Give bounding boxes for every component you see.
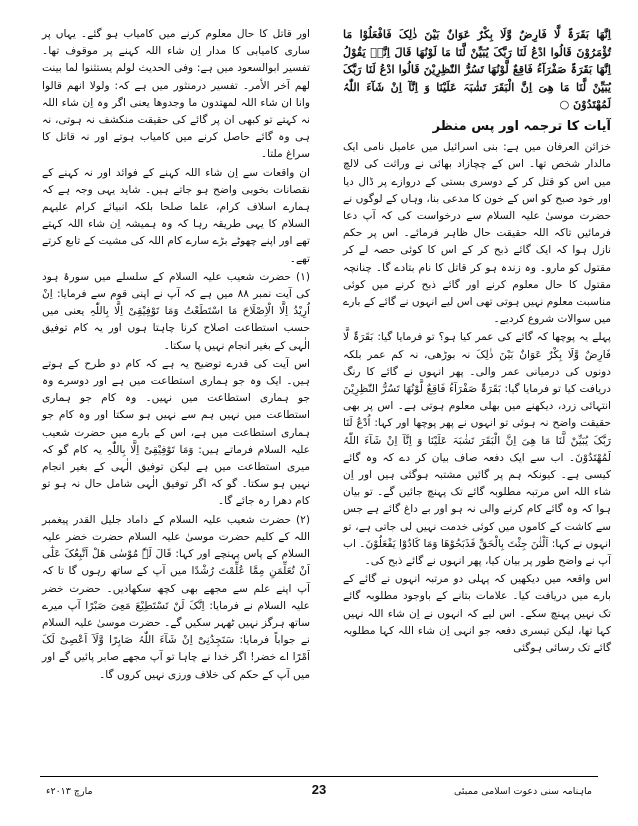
section-heading: آیات کا ترجمہ اور پس منظر <box>432 118 611 134</box>
left-column <box>42 26 310 685</box>
paragraph: ان واقعات سے اِن شاء اللہ کہنے کے فوائد اور نہ کہنے کے نقصانات بخوبی واضح ہو جاتے ہیں۔ شاید یہی وجہ ہے کہ ہمارے اسلاف کرام، علما صلحا بلکہ انبیائے کرام علیہم السلام کا یہی طریقہ رہا کہ وہ ہمیشہ اِن شاء اللہ کہتے تھے اور اپنے چھوٹے بڑے سارے کام اللہ کی مشیت کے تابع کرتے تھے۔ <box>42 166 310 265</box>
paragraph: (۲) حضرت شعیب علیہ السلام کے داماد جلیل القدر پیغمبر اللہ کے کلیم حضرت موسیٰ علیہ السلام حضرت خضر علیہ السلام کے پاس پہنچے اور کہا: قَالَ لَہٗ مُوْسٰی ھَلْ اَتَّبِعُکَ عَلٰٓی اَنْ تُعَلِّمَنِ مِمَّا عُلِّمْتَ رُشْدًا میں آپ کے ساتھ رہوں گا تا کہ آپ اپنے علم سے مجھے بھی کچھ سکھادیں۔ حضرت خضر علیہ السلام نے فرمایا: اِنَّکَ لَنْ تَسْتَطِیْعَ مَعِیَ صَبْرًا آپ میرے ساتھ ہرگز نہیں ٹھہر سکیں گے۔ حضرت موسیٰ علیہ السلام نے جواباً فرمایا: سَتَجِدُنِیْٓ اِنْ شَآءَ اللّٰہُ صَابِرًا وَّلَآ اَعْصِیْ لَکَ اَمْرًا اے خضر! اگر خدا نے چاہا تو آپ مجھے صابر پائیں گے اور میں آپ کے حکم کی خلاف ورزی نہیں کروں گا۔ <box>42 513 310 681</box>
issue-date: مارچ ۲۰۱۳ء <box>46 786 93 797</box>
footer-divider <box>40 776 598 777</box>
paragraph: (۱) حضرت شعیب علیہ السلام کے سلسلے میں سورۂ ہود کی آیت نمبر ۸۸ میں ہے کہ آپ نے اپنی قوم سے فرمایا: اِنْ اُرِیْدُ اِلَّا الْاِصْلَاحَ مَا اسْتَطَعْتُ وَمَا تَوْفِیْقِیْ اِلَّا بِاللّٰہِ یعنی میں حسب استطاعت اصلاح کرنا چاہتا ہوں اور یہ کام توفیق الٰہی کے بغیر انجام نہیں پا سکتا۔ <box>42 270 310 352</box>
page-number: 23 <box>311 782 327 797</box>
right-column <box>343 26 611 658</box>
paragraph: اس واقعہ میں دیکھیں کہ پہلی دو مرتبہ انہوں نے گائے کے بارے میں دریافت کیا۔ علامات بتانے کے باوجود مطلوبہ گائے تک نہیں پہنچ سکے۔ اس لیے کہ انہوں نے اِن شاء اللہ نہیں کہا تھا، لیکن تیسری دفعہ جو انہی اِن شاء اللہ کہا مطلوبہ گائے تک رسائی ہوگئی <box>343 573 611 655</box>
paragraph: خزائن العرفان میں ہے: بنی اسرائیل میں عامیل نامی ایک مالدار شخص تھا۔ اس کے چچازاد بھائی نے وراثت کی لالچ میں اس کو قتل کر کے دوسری بستی کے دروازے پر ڈال دیا اور خود صبح کو اس کے خون کا مدعی بنا، وہاں کے لوگوں نے حضرت موسیٰ علیہ السلام سے درخواست کی کہ آپ دعا فرمائیں تاکہ اللہ حقیقت حال ظاہر فرمائے۔ اس پر حکم نازل ہوا کہ ایک گائے ذبح کر کے اس کا کوئی حصہ لے کر مقتول کو مارو۔ وہ زندہ ہو کر قاتل کا نام بتادے گا۔ چنانچہ مقتول کا حال معلوم کرنے اور گائے ذبح کرنے میں کوئی مناسبت معلوم نہیں ہوتی تھی اس لیے انہوں نے گائے کے بارے میں سوالات شروع کردیے۔ <box>343 141 611 326</box>
paragraph: اس آیت کی قدرے توضیح یہ ہے کہ کام دو طرح کے ہوتے ہیں۔ ایک وہ جو ہماری استطاعت میں ہے اور دوسرے وہ جو ہماری استطاعت میں نہیں۔ وہ کام جو ہماری استطاعت میں نہیں ہم سے نہیں ہو سکتا اور وہ کام جو ہماری استطاعت میں ہے، اس کے بارے میں حضرت شعیب علیہ السلام فرماتے ہیں: وَمَا تَوْفِیْقِیْ اِلَّا بِاللّٰہِ یہ کام گو کہ میری استطاعت میں ہے لیکن توفیق الٰہی کے بغیر انجام نہیں ہو سکتا۔ گو کہ اگر توفیق الٰہی شامل حال نہ ہو تو کام دھرا رہ جائے گا۔ <box>42 357 310 508</box>
paragraph: اور قاتل کا حال معلوم کرنے میں کامیاب ہو گئے۔ یہاں پر ساری کامیابی کا مدار اِن شاء اللہ کہنے پر موقوف تھا۔ تفسیر ابوالسعود میں ہے: وفی الحدیث لولم یستثنوا لما بینت لھم آخر الأمر۔ تفسیر درمنثور میں ہے کہ: ولولا انھم قالوا وانا ان شاء اللہ لمھتدون ما وجدوھا یعنی اگر وہ اِن شاء اللہ نہ کہتے تو کبھی ان پر گائے کی حقیقت منکشف نہ ہوتی، نہ ہی وہ گائے حاصل کرنے میں کامیاب ہوتے اور نہ قاتل کا سراغ ملتا۔ <box>42 28 310 161</box>
page-footer <box>40 776 598 797</box>
magazine-name: ماہنامہ سنی دعوت اسلامی ممبئی <box>453 786 592 797</box>
paragraph: پہلے یہ پوچھا کہ گائے کی عمر کیا ہو؟ تو فرمایا گیا: بَقَرَۃٌ لَّا فَارِضٌ وَّلَا بِکْرٌ عَوَانٌ بَیْنَ ذٰلِکَ نہ بوڑھی، نہ کم عمر بلکہ دونوں کی درمیانی عمر والی۔ پھر انہوں نے گائے کا رنگ دریافت کیا تو فرمایا گیا: بَقَرَۃٌ صَفْرَآءُ فَاقِعٌ لَّوْنُھَا تَسُرُّ النّٰظِرِیْنَ انتہائی زرد، دیکھنے میں بھلی معلوم ہوتی ہے۔ اس پر بھی حقیقت واضح نہ ہوئی تو انہوں نے پھر پوچھا اور کہا: اُدْعُ لَنَا رَبَّکَ یُبَیِّنْ لَّنَا مَا ھِیَ اِنَّ الْبَقَرَ تَشٰبَہَ عَلَیْنَا وَ اِنَّآ اِنْ شَآءَ اللّٰہُ لَمُھْتَدُوْنَ۔ اب سے ایک دفعہ صاف بیان کر دے کہ وہ گائے کیسی ہے۔ کیونکہ ہم پر گائیں مشتبہ ہوگئی ہیں اور اِن شاء اللہ اس مرتبہ مطلوبہ گائے تک پہنچ جائیں گے۔ تو بیان ہوا کہ وہ گائے کام کرنے والی نہ ہو اور بے داغ گائے ہے جس سے کاشت کے کاموں میں کوئی خدمت نہیں لی جاتی ہے، تو انہوں نے کہا: اَلْئٰنَ جِئْتَ بِالْحَقِّ فَذَبَحُوْھَا وَمَا کَادُوْا یَفْعَلُوْنَ۔ اب آپ نے واضح طور پر بیان کیا، پھر انہوں نے گائے ذبح کی۔ <box>343 331 611 568</box>
quran-verse: اِنَّھَا بَقَرَۃٌ لَّا فَارِضٌ وَّلَا بِکْرٌ عَوَانٌ بَیْنَ ذٰلِکَ فَافْعَلُوْا مَا تُؤْمَرُوْنَ قَالُوا ادْعُ لَنَا رَبَّکَ یُبَیِّنْ لَّنَا مَا لَوْنُھَا قَالَ اِنَّہٗ یَقُوْلُ اِنَّھَا بَقَرَۃٌ صَفْرَآءُ فَاقِعٌ لَّوْنُھَا تَسُرُّ النّٰظِرِیْنَ قَالُوا ادْعُ لَنَا رَبَّکَ یُبَیِّنْ لَّنَا مَا ھِیَ اِنَّ الْبَقَرَ تَشٰبَہَ عَلَیْنَا وَ اِنَّآ اِنْ شَآءَ اللّٰہُ لَمُھْتَدُوْنَ ○ <box>343 27 611 112</box>
